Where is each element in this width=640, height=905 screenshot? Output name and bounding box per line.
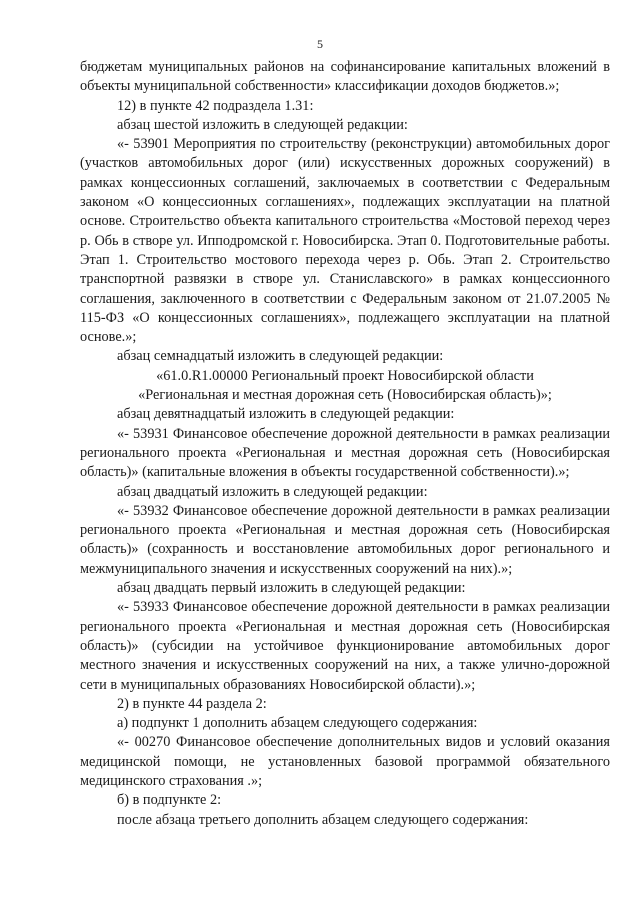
paragraph-subitem-a: а) подпункт 1 дополнить абзацем следующего содержания: [117, 715, 478, 732]
paragraph-code-53931: «- 53931 Финансовое обеспечение дорожной деятельности в рамках реализации регионального проекта «Региональная и местная дорожная сеть (Новосибирская область)» (капитальные вложения в объекты государственной собственности).»; [80, 425, 610, 481]
paragraph-code-53932: «- 53932 Финансовое обеспечение дорожной деятельности в рамках реализации регионального проекта «Региональная и местная дорожная сеть (Новосибирская область)» (сохранность и восстановление автомобильных дорог регионального и межмуниципального значения и искусственных сооружений на них).»; [80, 502, 610, 577]
paragraph-instruction: абзац семнадцатый изложить в следующей редакции: [117, 348, 444, 365]
paragraph-item-2: 2) в пункте 44 раздела 2: [117, 695, 267, 712]
paragraph-instruction: абзац двадцатый изложить в следующей редакции: [117, 483, 428, 500]
paragraph-regional-project-title: «61.0.R1.00000 Региональный проект Новосибирской области [156, 367, 534, 384]
paragraph-instruction: абзац девятнадцатый изложить в следующей редакции: [117, 406, 455, 423]
paragraph-instruction: после абзаца третьего дополнить абзацем следующего содержания: [117, 811, 529, 828]
paragraph-continuation: бюджетам муниципальных районов на софинансирование капитальных вложений в объекты муниципальной собственности» классификации доходов бюджетов.»; [80, 59, 610, 95]
paragraph-code-00270: «- 00270 Финансовое обеспечение дополнительных видов и условий оказания медицинской помощи, не установленных базовой программой обязательного медицинского страхования .»; [80, 734, 610, 789]
paragraph-code-53933: «- 53933 Финансовое обеспечение дорожной деятельности в рамках реализации регионального проекта «Региональная и местная дорожная сеть (Новосибирская область)» (субсидии на устойчивое функционирование автомобильных дорог местного значения и искусственных сооружений на них, а также улично-дорожной сети в муниципальных образованиях Новосибирской области).»; [80, 599, 610, 693]
paragraph-item-12: 12) в пункте 42 подраздела 1.31: [117, 97, 314, 114]
page-number: 5 [317, 37, 323, 51]
paragraph-subitem-b: б) в подпункте 2: [117, 792, 222, 809]
document-body [80, 58, 610, 830]
paragraph-regional-project-name: «Региональная и местная дорожная сеть (Новосибирская область)»; [138, 387, 552, 404]
paragraph-code-53901: «- 53901 Мероприятия по строительству (реконструкции) автомобильных дорог (участков автомобильных дорог (или) искусственных дорожных сооружений) в рамках концессионных соглашений, заключаемых в соответствии с Федеральным законом «О концессионных соглашениях», подлежащих эксплуатации на платной основе. Строительство объекта капитального строительства «Мостовой переход через р. Обь в створе ул. Ипподромской г. Новосибирска. Этап 0. Подготовительные работы. Этап 1. Строительство мостового перехода через р. Обь. Этап 2. Строительство транспортной развязки в створе ул. Станиславского» в рамках концессионного соглашения, заключенного в соответствии с Федеральным законом от 21.07.2005 № 115-ФЗ «О концессионных соглашениях», подлежащего эксплуатации на платной основе.»; [80, 136, 610, 346]
paragraph-instruction: абзац шестой изложить в следующей редакции: [117, 116, 408, 133]
paragraph-instruction: абзац двадцать первый изложить в следующей редакции: [117, 580, 466, 597]
